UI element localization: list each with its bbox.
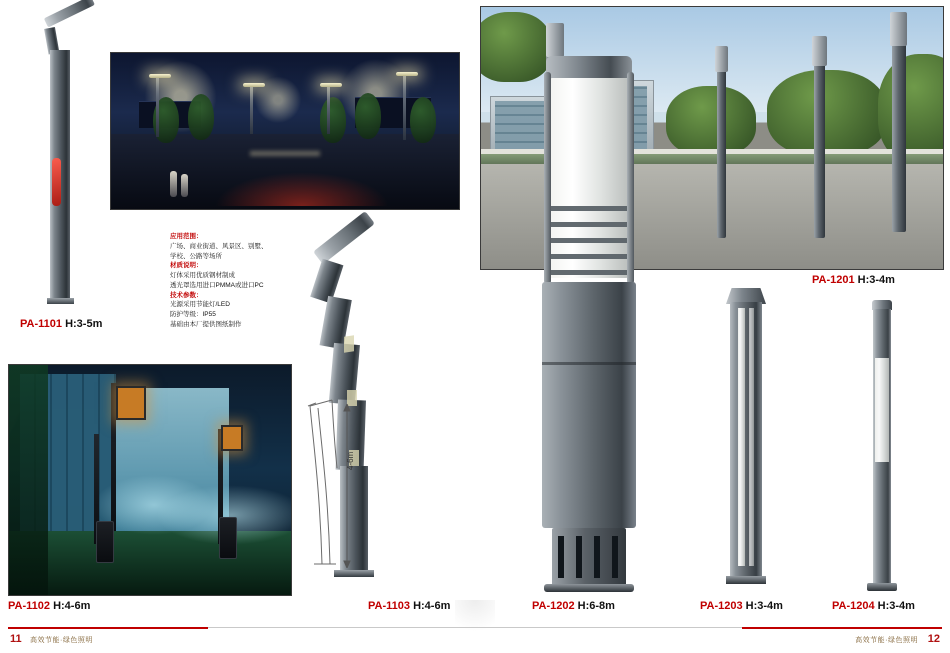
lamp-base-pa-1101 <box>47 298 74 304</box>
lamp-body-seam <box>542 362 636 365</box>
spec-line: 材质说明： <box>170 262 203 270</box>
lamp-body-pa-1202 <box>542 282 636 528</box>
spec-line: 技术参数： <box>170 291 203 299</box>
lamp-lightstrip-pa-1203 <box>738 308 745 566</box>
code-text: PA-1102 <box>8 600 50 612</box>
page-number-left: 11 <box>10 633 22 645</box>
product-code-pa-1102 <box>8 600 90 612</box>
page-number-right: 12 <box>927 633 940 645</box>
spec-line: 防护等级：IP55 <box>170 311 216 318</box>
lamp-cap-pa-1202 <box>546 56 632 78</box>
lamp-base-pa-1203 <box>726 576 766 584</box>
height-text: H:3-4m <box>877 600 915 612</box>
product-image-pa-1203 <box>720 288 772 594</box>
spec-line: 广场、商业街道、风景区、别墅、 <box>170 242 268 250</box>
height-text: H:3-5m <box>65 318 103 330</box>
lamp-foot-pa-1202 <box>544 584 634 592</box>
lamp-louvres-pa-1202 <box>548 206 630 278</box>
lamp-base-pa-1204 <box>867 583 897 591</box>
dimension-text: 4-6m <box>346 451 355 470</box>
code-text: PA-1101 <box>20 318 62 330</box>
photo-night-street-render <box>110 52 460 210</box>
spec-line: 灯体采用优质钢材制成 <box>170 272 235 279</box>
height-text: H:3-4m <box>745 600 783 612</box>
lamp-lightstrip2-pa-1203 <box>749 308 754 566</box>
code-text: PA-1202 <box>532 600 575 612</box>
lamp-base-pa-1103 <box>334 570 374 577</box>
lamp-slit <box>344 335 354 352</box>
code-text: PA-1203 <box>700 600 743 612</box>
height-text: H:4-6m <box>413 600 451 612</box>
line-drawing-svg <box>306 398 366 568</box>
product-image-pa-1202 <box>528 56 648 596</box>
spec-block <box>170 232 268 330</box>
product-image-pa-1204 <box>862 300 902 594</box>
height-text: H:4-6m <box>53 600 91 612</box>
lamp-accent-band-pa-1101 <box>52 158 61 206</box>
product-code-pa-1203 <box>700 600 783 612</box>
spec-line: 基础由本厂提供图纸制作 <box>170 320 242 328</box>
product-image-pa-1101 <box>38 12 94 302</box>
product-code-pa-1103 <box>368 600 450 612</box>
product-code-pa-1201 <box>812 274 895 286</box>
product-code-pa-1204 <box>832 600 915 612</box>
photo-night-plaza-facade <box>8 364 292 596</box>
lamp-base-slots <box>558 536 620 578</box>
lamp-column-pa-1203 <box>730 302 762 578</box>
footer-brand-right: 高效节能·绿色照明 <box>855 637 918 644</box>
lamp-neck-pa-1103 <box>310 259 343 304</box>
lamp-lightband-pa-1204 <box>875 358 889 462</box>
lamp-rail-left <box>544 72 551 284</box>
spec-line: 透光罩选用进口PMMA或进口PC <box>170 281 264 289</box>
spec-line: 学校、公路等场所 <box>170 252 222 260</box>
product-code-pa-1202 <box>532 600 615 612</box>
technical-drawing-pa-1103 <box>306 398 366 568</box>
lamp-head-pa-1101 <box>44 0 95 27</box>
dimension-arrow-pa-1103 <box>340 404 354 568</box>
spec-line: 应用范围： <box>170 233 203 240</box>
dimension-label-pa-1103 <box>346 452 355 470</box>
height-text: H:3-4m <box>857 274 895 286</box>
page-footer <box>0 627 950 653</box>
code-text: PA-1204 <box>832 600 875 612</box>
code-text: PA-1201 <box>812 274 855 286</box>
height-text: H:6-8m <box>577 600 615 612</box>
lamp-rail-right <box>627 72 634 284</box>
product-code-pa-1101 <box>20 318 102 330</box>
spec-line: 光源采用节能灯/LED <box>170 301 230 309</box>
code-text: PA-1103 <box>368 600 410 612</box>
footer-brand-left: 高效节能·绿色照明 <box>30 637 93 644</box>
lamp-head-pa-1103 <box>313 211 375 264</box>
